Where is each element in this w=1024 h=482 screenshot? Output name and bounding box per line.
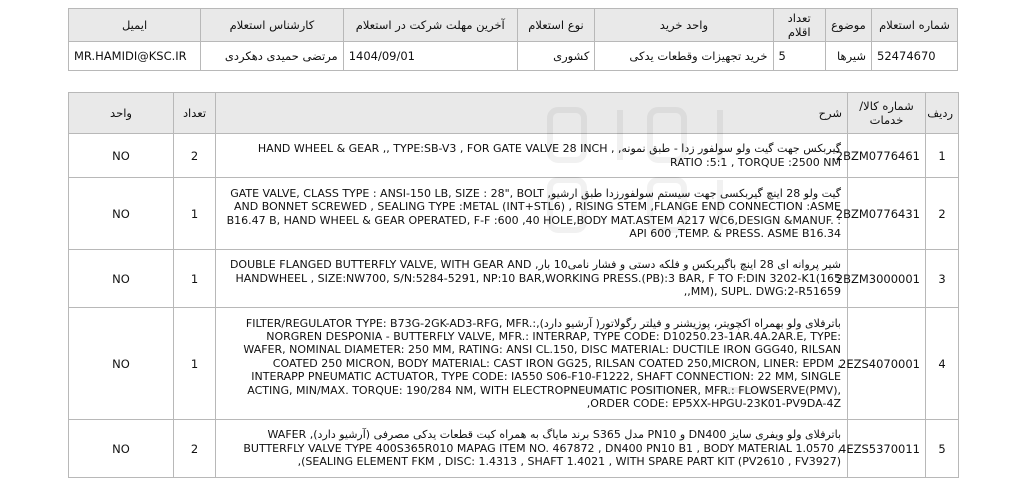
items-header-row xyxy=(69,93,959,134)
item-description: باترفلای ولو بهمراه اکچویتر، پوزیشنر و فیلتر رگولاتور( آرشیو دارد),:FILTER/REGULATOR TYPE: B73G-2GK-AD3-RFG, MFR. NORGREN DESPONIA - BUTTERFLY VALVE, MFR.: INTERRAP, TYPE CODE: D10250.23-1AR.4A.2AR.E, TYPE: WAFER, NOMINAL DIAMETER: 250 MM, RATING: ANSI CL.150, DISC MATERIAL: DUCTILE IRON GGG40, RILSAN COATED 250 MICRON, BODY MATERIAL: CAST IRON GG25, RILSAN COATED 250,MICRON, LINER: EPDM , INTERAPP PNEUMATIC ACTUATOR, TYPE CODE: IA550 S06-F10-F1222, SHAFT CONNECTION: 22 MM, SINGLE ACTING, MIN/MAX. TORQUE: 190/284 NM, WITH ELECTROPNEUMATIC POSITIONER, MFR.: FLOWSERVE(PMV), ORDER CODE: EP5XX-HPGU-23K01-PV9DA-4Z, xyxy=(216,308,848,420)
item-code: 2EZS4070001 xyxy=(848,308,926,420)
items-col-unit: واحد xyxy=(69,93,174,134)
item-unit: NO xyxy=(69,178,174,250)
subject: شیرها xyxy=(825,42,871,71)
header-col-inquiry-number: شماره استعلام xyxy=(872,9,958,42)
items-col-code: شماره کالا/خدمات xyxy=(848,93,926,134)
header-col-expert: کارشناس استعلام xyxy=(201,9,344,42)
table-row xyxy=(69,308,959,420)
header-col-email: ایمیل xyxy=(69,9,201,42)
inquiry-type: کشوری xyxy=(517,42,595,71)
items-table xyxy=(68,92,959,478)
item-qty: 1 xyxy=(174,250,216,308)
header-col-subject: موضوع xyxy=(825,9,871,42)
item-count: 5 xyxy=(773,42,825,71)
item-unit: NO xyxy=(69,250,174,308)
item-unit: NO xyxy=(69,420,174,478)
header-col-deadline: آخرین مهلت شرکت در استعلام xyxy=(343,9,517,42)
row-number: 4 xyxy=(926,308,959,420)
header-columns-row xyxy=(69,9,958,42)
items-col-description: شرح xyxy=(216,93,848,134)
item-qty: 2 xyxy=(174,134,216,178)
item-qty: 1 xyxy=(174,178,216,250)
header-values-row xyxy=(69,42,958,71)
table-row xyxy=(69,250,959,308)
table-row xyxy=(69,420,959,478)
item-qty: 2 xyxy=(174,420,216,478)
row-number: 1 xyxy=(926,134,959,178)
header-col-inquiry-type: نوع استعلام xyxy=(517,9,595,42)
inquiry-number: 52474670 xyxy=(872,42,958,71)
item-unit: NO xyxy=(69,134,174,178)
email: MR.HAMIDI@KSC.IR xyxy=(69,42,201,71)
row-number: 2 xyxy=(926,178,959,250)
expert-name: مرتضی حمیدی دهکردی xyxy=(201,42,344,71)
row-number: 5 xyxy=(926,420,959,478)
items-col-row: ردیف xyxy=(926,93,959,134)
item-code: 2BZM0776431 xyxy=(848,178,926,250)
header-col-purchase-unit: واحد خرید xyxy=(595,9,773,42)
item-code: 2BZM3000001 xyxy=(848,250,926,308)
item-qty: 1 xyxy=(174,308,216,420)
items-col-qty: تعداد xyxy=(174,93,216,134)
item-description: باترفلای ولو ویفری سایز DN400 و PN10 مدل S365 برند مایاگ به همراه کیت قطعات یدکی مصرفی (آرشیو دارد), WAFER BUTTERFLY VALVE TYPE 400S365R010 MAPAG ITEM NO. 467872 , DN400 PN10 B1 , BODY MATERIAL 1.0570 , (SEALING ELEMENT FKM , DISC: 1.4313 , SHAFT 1.4021 , WITH SPARE PART KIT (PV2610 , FV3927), xyxy=(216,420,848,478)
purchase-unit: خرید تجهیزات وقطعات یدکی xyxy=(595,42,773,71)
item-description: گیت ولو 28 اینچ گیربکسی جهت سیستم سولفورزدا طبق ارشیو, GATE VALVE, CLASS TYPE : ANSI-150 LB, SIZE : 28", BOLT AND BONNET SCREWED , SEALING TYPE :METAL (INT+STL6) , RISING STEM ,FLANGE END CONNECTION :ASME B16.47 B, HAND WHEEL & GEAR OPERATED, F-F :600 ,40 HOLE,BODY MAT.ASTEM A217 WC6,DESIGN &MANUF. : API 600 ,TEMP. & PRESS. ASME B16.34 xyxy=(216,178,848,250)
header-col-item-count: تعداد اقلام xyxy=(773,9,825,42)
deadline: 1404/09/01 xyxy=(343,42,517,71)
item-code: 4EZS5370011 xyxy=(848,420,926,478)
table-row xyxy=(69,134,959,178)
item-description: گیربکس جهت گیت ولو سولفور زدا - طبق نمونه, HAND WHEEL & GEAR ,, TYPE:SB-V3 , FOR GATE VALVE 28 INCH , RATIO :5:1 , TORQUE :2500 NM xyxy=(216,134,848,178)
inquiry-header-table xyxy=(68,8,958,71)
row-number: 3 xyxy=(926,250,959,308)
item-unit: NO xyxy=(69,308,174,420)
item-description: شیر پروانه ای 28 اینچ باگیربکس و فلکه دستی و فشار نامی10 بار, DOUBLE FLANGED BUTTERFLY VALVE, WITH GEAR AND HANDWHEEL , SIZE:NW700, S/N:5284-5291, NP:10 BAR,WORKING PRESS.(PB):3 BAR, F TO F:DIN 3202-K1(165 MM), SUPL. DWG:2-R51659,, xyxy=(216,250,848,308)
table-row xyxy=(69,178,959,250)
item-code: 2BZM0776461 xyxy=(848,134,926,178)
